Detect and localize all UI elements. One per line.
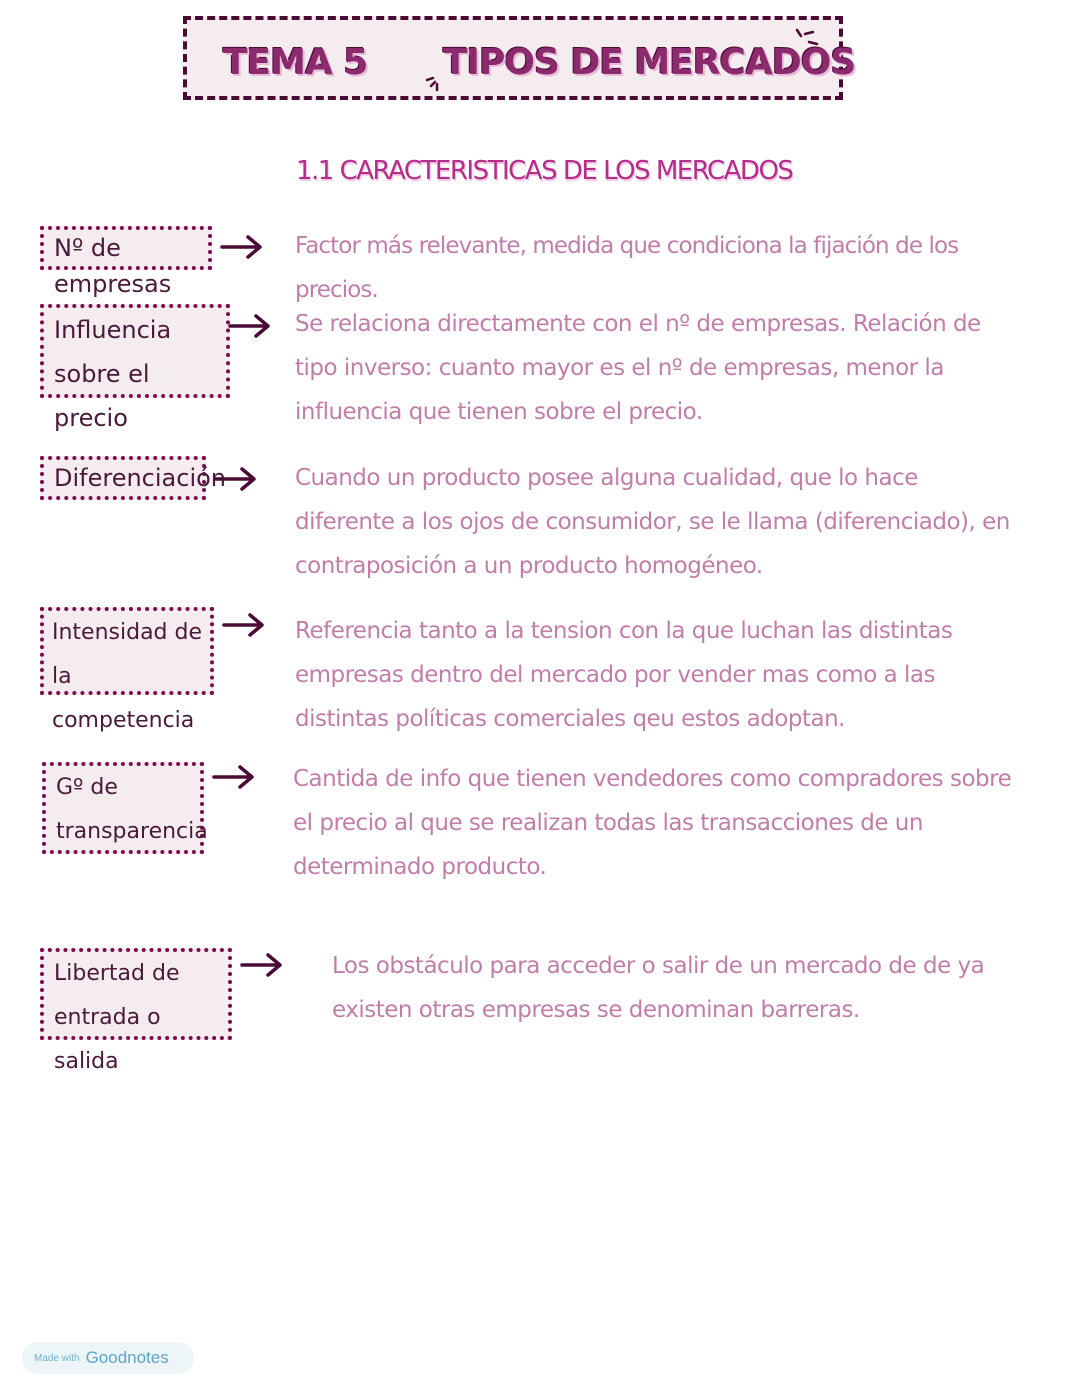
label-grado-transparencia: Gº de transparencia — [42, 762, 204, 854]
title-box — [183, 16, 856, 100]
desc-intensidad-competencia: Referencia tanto a la tension con la que luchan las distintas empresas dentro del mercado por vender mas como a las distintas políticas comerciales qeu estos adoptan. — [295, 618, 953, 732]
label-influencia-precio: Influencia sobre el precio — [40, 304, 230, 398]
arrow-right-icon — [228, 313, 272, 339]
arrow-right-icon — [212, 764, 256, 790]
label-numero-empresas: Nº de empresas — [40, 226, 212, 270]
goodnotes-badge — [22, 1342, 194, 1374]
tema-number: TEMA 5 — [223, 42, 368, 83]
arrow-right-icon — [214, 466, 258, 492]
page-title: TIPOS DE MERCADOS — [443, 42, 856, 83]
made-with-text: Made with — [34, 1352, 80, 1364]
goodnotes-brand: Goodnotes — [85, 1348, 169, 1367]
arrow-right-icon — [222, 612, 266, 638]
sparkle-left-icon — [425, 72, 447, 92]
label-libertad-entrada-salida: Libertad de entrada o salida — [40, 948, 232, 1040]
arrow-right-icon — [240, 952, 284, 978]
arrow-right-icon — [220, 234, 264, 260]
desc-influencia-precio: Se relaciona directamente con el nº de empresas. Relación de tipo inverso: cuanto mayor es el nº de empresas, menor la influencia que tienen sobre el precio. — [295, 311, 981, 425]
label-intensidad-competencia: Intensidad de la competencia — [40, 607, 214, 695]
desc-numero-empresas: Factor más relevante, medida que condiciona la fijación de los precios. — [295, 233, 959, 303]
label-diferenciacion: Diferenciación — [40, 456, 206, 500]
desc-diferenciacion: Cuando un producto posee alguna cualidad, que lo hace diferente a los ojos de consumidor, se le llama (diferenciado), en contraposición a un producto homogéneo. — [295, 465, 1010, 579]
desc-grado-transparencia: Cantida de info que tienen vendedores como compradores sobre el precio al que se realizan todas las transacciones de un determinado producto. — [293, 766, 1012, 880]
sparkle-right-icon — [791, 26, 819, 52]
desc-libertad-entrada-salida: Los obstáculo para acceder o salir de un mercado de de ya existen otras empresas se denominan barreras. — [332, 953, 985, 1023]
section-title: 1.1 CARACTERISTICAS DE LOS MERCADOS — [296, 156, 793, 186]
